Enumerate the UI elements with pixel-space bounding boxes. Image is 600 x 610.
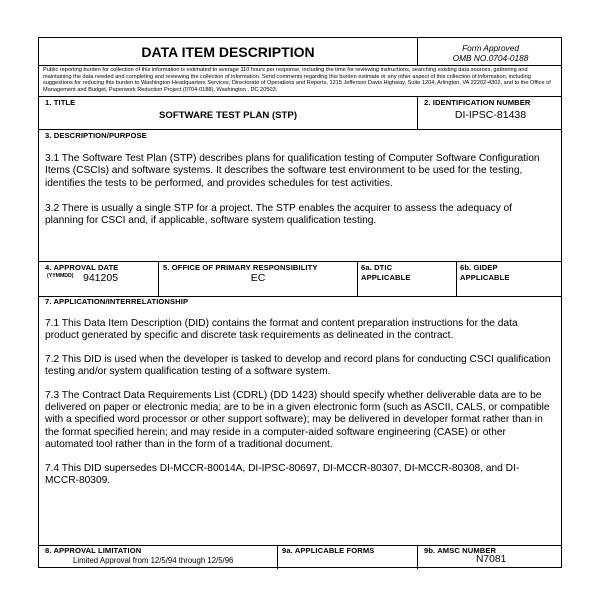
application-label: 7. APPLICATION/INTERRELATIONSHIP (45, 297, 189, 306)
applicable-forms-label: 9a. APPLICABLE FORMS (282, 546, 375, 555)
identification-label: 2. IDENTIFICATION NUMBER (424, 98, 531, 107)
description-label: 3. DESCRIPTION/PURPOSE (45, 131, 147, 140)
omb-number: OMB NO.0704-0188 (452, 53, 529, 63)
burden-statement: Public reporting burden for collection of this information is estimated to average 110 hours per response, including the time for reviewing instructions, searching existing data sources, gathering and maintaining the data needed and completing and reviewing the collection of information. Send comments regarding this burden estimate or any other aspect of this collection of information, including suggestions for reducing this burden to Washington Headquarters Services, Directorate of Operations and Reports, 1215 Jefferson Davis Highway, Suite 1204, Arlington, VA 22202-4302, and to the Office of Management and Budget, Paperwork Reduction Project (0704-0188), Washington , DC 20503. (43, 67, 551, 93)
application-paragraph-7-2: 7.2 This DID is used when the developer is tasked to develop and record plans for conducting CSCI qualification testing and/or system qualification testing of a software system. (45, 353, 551, 378)
dtic-label: 6a. DTIC (361, 263, 393, 272)
gidep-label: 6b. GIDEP (460, 263, 498, 272)
application-paragraph-7-1: 7.1 This Data Item Description (DID) contains the format and content preparation instructions for the data product generated by specific and discrete task requirements as delineated in the contract. (45, 318, 518, 342)
form-title: DATA ITEM DESCRIPTION (141, 44, 315, 60)
application-text (45, 318, 551, 487)
office-label: 5. OFFICE OF PRIMARY RESPONSIBILITY (163, 263, 318, 272)
office-value: EC (250, 272, 266, 284)
description-text (45, 153, 549, 227)
title-value: SOFTWARE TEST PLAN (STP) (158, 110, 298, 121)
amsc-number-label: 9b. AMSC NUMBER (424, 546, 497, 555)
dtic-applicable-label: APPLICABLE (361, 273, 411, 282)
data-item-description-form (38, 37, 562, 568)
approval-limitation-label: 8. APPROVAL LIMITATION (45, 546, 142, 555)
amsc-number-value: N7081 (476, 554, 507, 565)
approval-date-value: 941205 (83, 272, 119, 284)
approval-date-sublabel: (YYMMDD) (47, 273, 74, 279)
description-paragraph-3-1: 3.1 The Software Test Plan (STP) describes plans for qualification testing of Computer Software Configuration Items (CSCIs) and software systems. It describes the software test environment to be used for the testing, identifies the tests to be performed, and provides schedules for test activities. (45, 153, 540, 189)
gidep-applicable-label: APPLICABLE (460, 273, 510, 282)
application-paragraph-7-4: 7.4 This DID supersedes DI-MCCR-80014A, DI-IPSC-80697, DI-MCCR-80307, DI-MCCR-80308, and DI-MCCR-80309. (45, 462, 520, 487)
form-approved-label: Form Approved (462, 43, 519, 53)
identification-value: DI-IPSC-81438 (454, 109, 527, 121)
application-paragraph-7-3: 7.3 The Contract Data Requirements List (CDRL) (DD 1423) should specify whether deliverable data are to be delivered on paper or electronic media; are to be in a given electronic form (such as ASCII, CALS, or compatible with a specified word processor or other support software); may be delivered in developer format rather than in the format specified herein; and may reside in a computer-aided software engineering (CASE) or other automated tool rather than in the form of a traditional document. (45, 389, 550, 451)
approval-date-label: 4. APPROVAL DATE (45, 263, 119, 272)
approval-limitation-value: Limited Approval from 12/5/94 through 12/5/96 (73, 556, 234, 565)
description-paragraph-3-2: 3.2 There is usually a single STP for a project. The STP enables the acquirer to assess the adequacy of planning for CSCI and, if applicable, software system qualification testing. (45, 202, 513, 227)
title-label: 1. TITLE (45, 98, 76, 107)
